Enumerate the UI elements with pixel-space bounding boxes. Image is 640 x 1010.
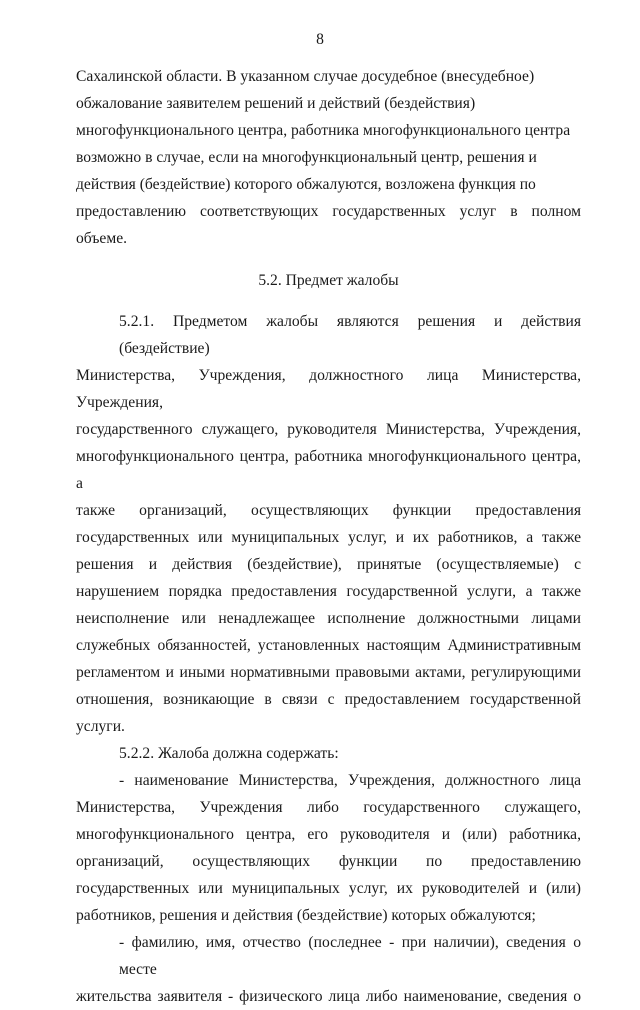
text-line: работников, решения и действия (бездействие) которых обжалуются;: [76, 907, 536, 924]
section-heading: 5.2. Предмет жалобы: [258, 272, 399, 289]
text-line: многофункционального центра, его руководителя и (или) работника,: [76, 826, 581, 843]
document-body: [76, 63, 581, 1010]
text-line: возможно в случае, если на многофункциональный центр, решения и: [76, 149, 537, 166]
text-line: решения и действия (бездействие), принятые (осуществляемые) с: [76, 556, 581, 573]
text-line: Министерства, Учреждения, должностного лица Министерства, Учреждения,: [76, 367, 581, 411]
text-line: предоставлению соответствующих государственных услуг в полном объеме.: [76, 203, 581, 247]
page-number: 8: [316, 31, 324, 48]
text-line: многофункционального центра, работника многофункционального центра: [76, 122, 571, 139]
text-line: неисполнение или ненадлежащее исполнение должностными лицами: [76, 610, 581, 627]
text-line: - фамилию, имя, отчество (последнее - при наличии), сведения о месте: [119, 934, 581, 978]
text-line: организаций, осуществляющих функции по предоставлению: [76, 853, 581, 870]
paragraph-intro: [76, 63, 581, 252]
paragraph-5-2-2: [76, 740, 581, 767]
text-line: жительства заявителя - физического лица либо наименование, сведения о: [76, 988, 581, 1005]
paragraph-5-2-1: [76, 308, 581, 740]
text-line: - наименование Министерства, Учреждения, должностного лица: [119, 772, 581, 789]
text-line: Министерства, Учреждения либо государственного служащего,: [76, 799, 581, 816]
list-item-fio: [76, 929, 581, 1010]
text-line: нарушением порядка предоставления государственной услуги, а также: [76, 583, 581, 600]
text-line: услуги.: [76, 718, 125, 735]
text-line: государственного служащего, руководителя Министерства, Учреждения,: [76, 421, 581, 438]
text-line: многофункционального центра, работника многофункционального центра, а: [76, 448, 581, 492]
text-line: государственных или муниципальных услуг, и их работников, а также: [76, 529, 581, 546]
text-line: 5.2.1. Предметом жалобы являются решения и действия (бездействие): [119, 313, 581, 357]
text-line: также организаций, осуществляющих функции предоставления: [76, 502, 581, 519]
text-line: регламентом и иными нормативными правовыми актами, регулирующими: [76, 664, 581, 681]
text-line: 5.2.2. Жалоба должна содержать:: [119, 745, 339, 762]
text-line: служебных обязанностей, установленных настоящим Административным: [76, 637, 581, 654]
text-line: отношения, возникающие в связи с предоставлением государственной: [76, 691, 581, 708]
text-line: Сахалинской области. В указанном случае досудебное (внесудебное): [76, 68, 535, 85]
text-line: государственных или муниципальных услуг, их руководителей и (или): [76, 880, 581, 897]
text-line: действия (бездействие) которого обжалуются, возложена функция по: [76, 176, 536, 193]
text-line: обжалование заявителем решений и действий (бездействия): [76, 95, 476, 112]
